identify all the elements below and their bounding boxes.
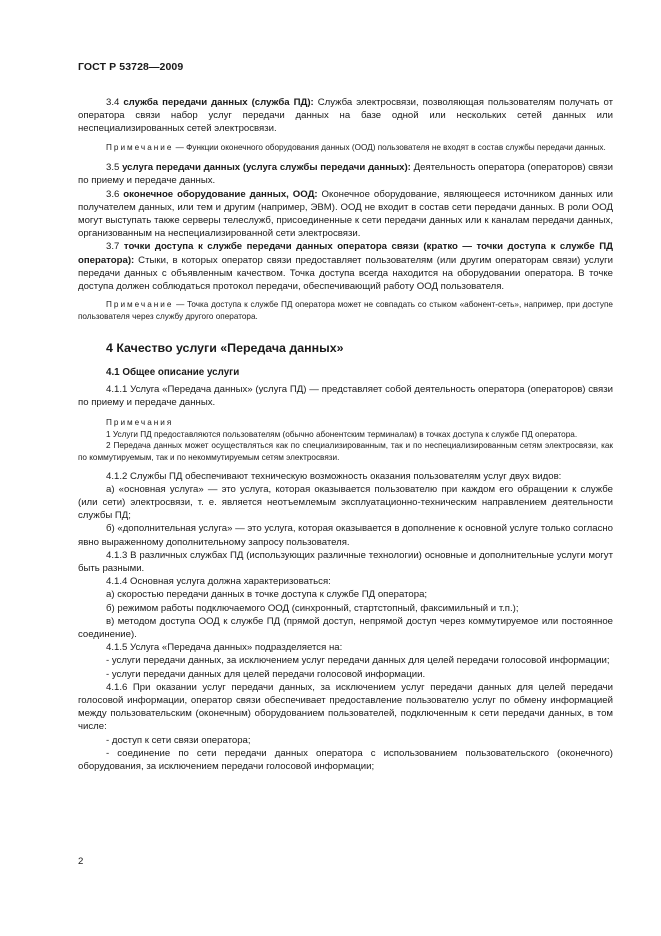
document-body — [78, 96, 613, 773]
notes-label-line — [78, 417, 613, 429]
definition-term: служба передачи данных (служба ПД): — [123, 97, 314, 108]
paragraph: б) режимом работы подключаемого ООД (синхронный, стартстопный, факсимильный и т.п.); — [106, 602, 519, 614]
paragraph: 4.1.6 При оказании услуг передачи данных, за исключением услуг передачи данных для целей передачи голосовой информации, оператор связи обеспечивает предоставление пользователю услуг по обмену информацией между пользовательским (оконечным) оборудованием пользователей, подключенным к сети передачи данных, в том числе: — [78, 681, 613, 733]
notes-block — [78, 417, 613, 463]
definition-3-5 — [78, 161, 613, 187]
definition-term: услуга передачи данных (услуга службы передачи данных): — [122, 162, 411, 174]
paragraph: б) «дополнительная услуга» — это услуга, которая оказывается в дополнение к основной услуге только согласно явно выраженному дополнительному запросу пользователя. — [78, 523, 613, 548]
note-1 — [78, 142, 613, 154]
definition-term: точки доступа к службе передачи данных оператора связи (кратко — точки доступа к службе ПД оператора): — [78, 241, 613, 266]
paragraph: 4.1.2 Службы ПД обеспечивают техническую возможность оказания пользователям услуг двух видов: — [106, 470, 562, 482]
definition-number: 3.5 — [106, 162, 120, 174]
note-dash: — — [173, 142, 187, 152]
paragraph: 4.1.3 В различных службах ПД (использующих различные технологии) основные и дополнительные услуги могут быть разными. — [78, 549, 613, 575]
definition-text: Стыки, в которых оператор связи предоставляет пользователям (или другим операторам связи) услуги передачи данных с объявленным качеством. Точка доступа всегда находится на оборудовании оператора. В точке доступа должен соблюдаться протокол передачи, обеспечивающий работу ООД пользователя. — [78, 254, 613, 293]
paragraph: - услуги передачи данных, за исключением услуг передачи данных для целей передачи голосовой информации; — [106, 655, 610, 667]
definition-number: 3.6 — [106, 188, 120, 200]
definition-number: 3.7 — [106, 241, 120, 253]
notes-item-2: 2 Передача данных может осуществляться как по специализированным, так и по неспециализированным сетям электросвязи, как по коммутируемым, так и по некоммутируемым сетям электросвязи. — [78, 441, 613, 463]
subsection-title: 4.1 Общее описание услуги — [106, 366, 240, 378]
paragraph: - соединение по сети передачи данных оператора с использованием пользовательского (оконечного) оборудования, за исключением передачи голосовой информации; — [78, 747, 613, 773]
definition-number: 3.4 — [106, 97, 120, 108]
definition-text: Служба электросвязи, позволяющая пользователям получать от оператора связи набор услуг передачи данных на базе одной или нескольких сетей данных или неспециализированных сетей электросвязи. — [78, 97, 613, 135]
definition-3-7 — [78, 240, 613, 293]
definition-3-6 — [78, 188, 613, 241]
paragraph: 4.1.5 Услуга «Передача данных» подразделяется на: — [106, 642, 343, 654]
paragraph: в) методом доступа ООД к службе ПД (прямой доступ, непрямой доступ через коммутируемое или постоянное соединение). — [78, 615, 613, 641]
paragraph: а) «основная услуга» — это услуга, которая оказывается пользователю при каждом его обращении к службе (или сети) электросвязи, т. е. является неотъемлемым эксплуатационно-техническим направлением деятельности службы ПД; — [78, 483, 613, 522]
page-number: 2 — [78, 856, 84, 867]
definition-text: Оконечное оборудование, являющееся источником данных или получателем данных, или тем и другим (например, ЭВМ). ООД не входит в состав сети передачи данных. В роли ООД могут выступать также серверы телеслужб, присоединенные к сети передачи данных или к каналам передачи данных, организованным на неспециализированной сети электросвязи. — [78, 188, 613, 240]
paragraph: - доступ к сети связи оператора; — [106, 734, 251, 746]
definition-3-4 — [78, 96, 613, 136]
definition-term: оконечное оборудование данных, ООД: — [123, 188, 318, 200]
note-label: Примечание — [106, 300, 174, 310]
note-text: Точка доступа к службе ПД оператора может не совпадать со стыком «абонент-сеть», например, при доступе пользователя через службу другого оператора. — [78, 300, 613, 321]
note-dash: — — [173, 300, 188, 310]
definition-text: Деятельность оператора (операторов) связи по приему и передаче данных. — [78, 162, 613, 187]
note-text: Функции оконечного оборудования данных (ООД) пользователя не входят в состав службы передачи данных. — [186, 142, 606, 152]
section-title: 4 Качество услуги «Передача данных» — [106, 341, 344, 356]
paragraph: 4.1.4 Основная услуга должна характеризоваться: — [106, 576, 331, 588]
paragraph: - услуги передачи данных для целей передачи голосовой информации. — [106, 668, 426, 680]
paragraph-4-1-1: 4.1.1 Услуга «Передача данных» (услуга ПД) — представляет собой деятельность оператора (операторов) связи по приему и передаче данных. — [78, 383, 613, 409]
note-label: Примечание — [106, 142, 174, 152]
document-header: ГОСТ Р 53728—2009 — [78, 61, 184, 73]
paragraph: а) скоростью передачи данных в точке доступа к службе ПД оператора; — [106, 589, 428, 601]
notes-item-1: 1 Услуги ПД предоставляются пользователям (обычно абонентским терминалам) в точках доступа к службе ПД оператора. — [106, 429, 578, 439]
notes-label: Примечания — [106, 418, 174, 428]
note-2 — [78, 299, 613, 322]
